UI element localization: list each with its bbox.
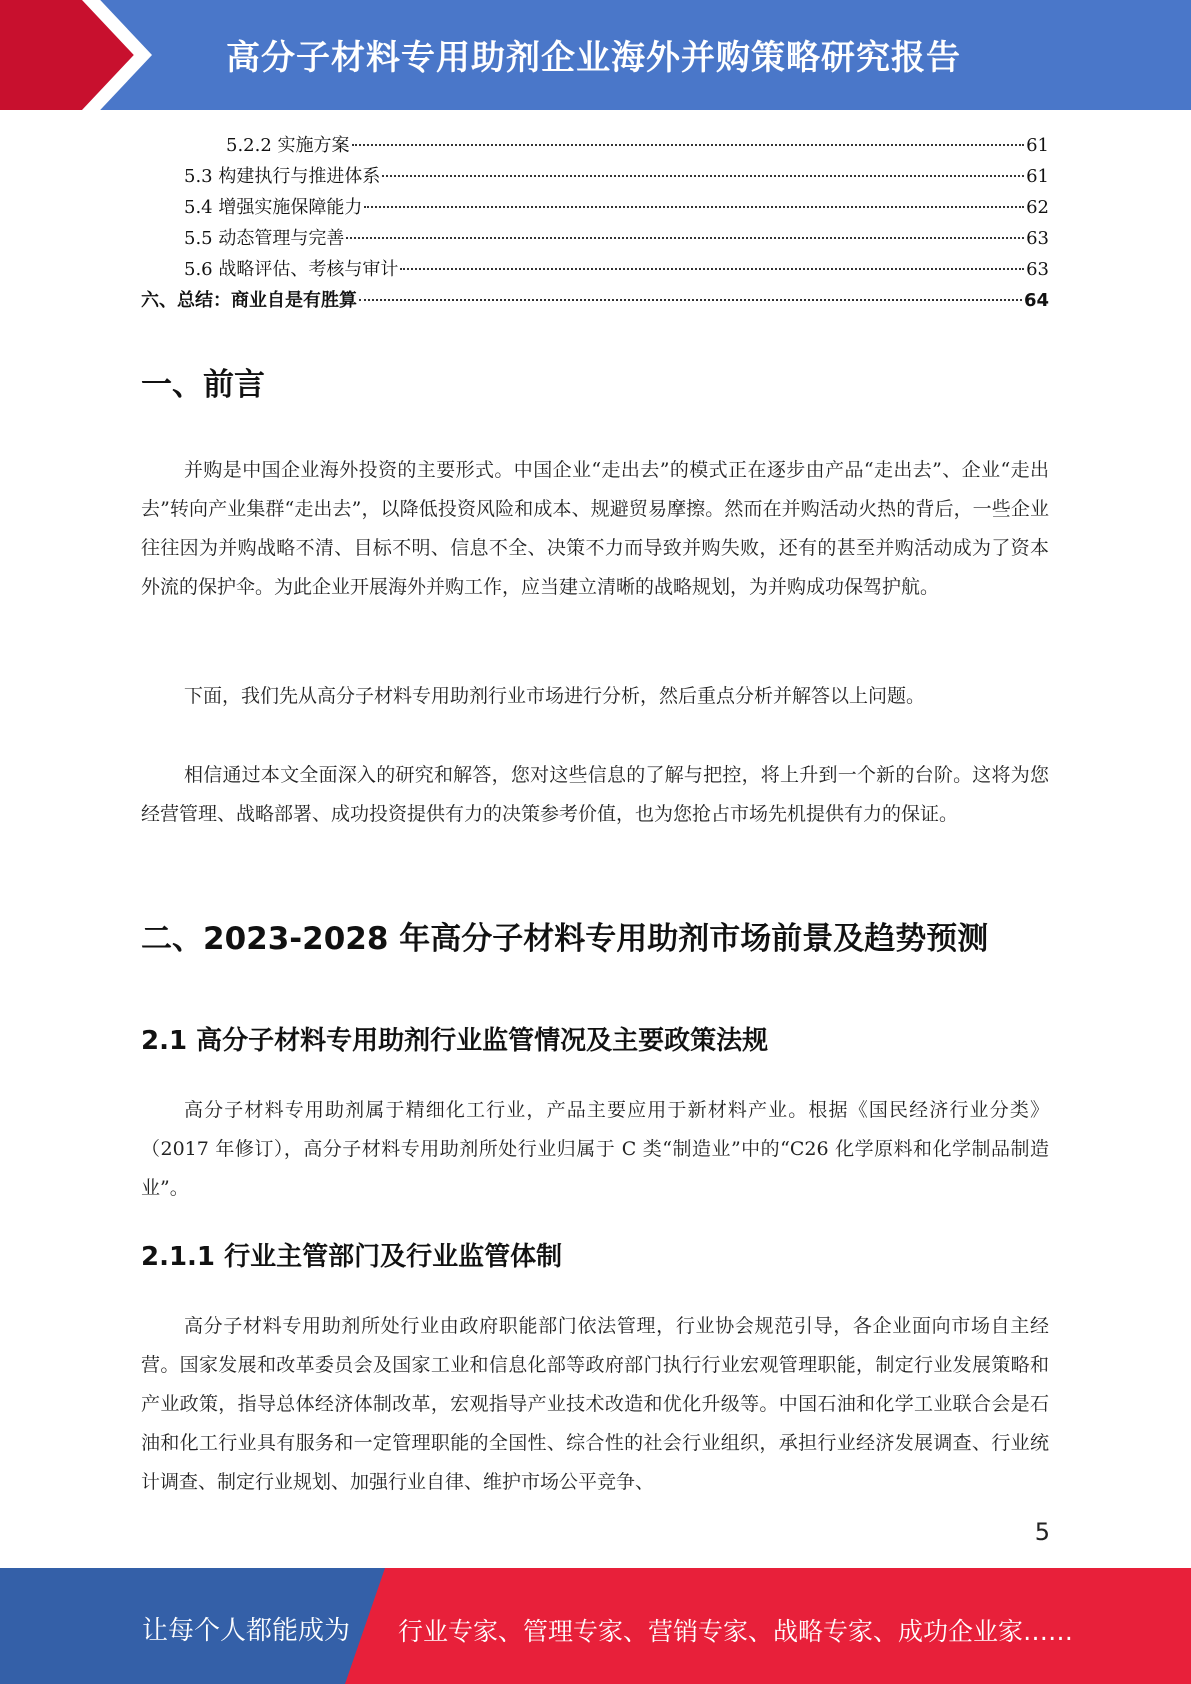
toc-entry-page: 63	[1026, 259, 1049, 280]
page-footer	[0, 1568, 1191, 1684]
toc-entry-label: 5.2.2 实施方案	[226, 135, 350, 156]
toc-entry-label: 5.4 增强实施保障能力	[184, 197, 363, 218]
page-header	[0, 0, 1191, 110]
toc-entry-page: 61	[1026, 166, 1049, 187]
toc-entry[interactable]	[141, 285, 1049, 316]
subsection-heading-authorities: 2.1.1 行业主管部门及行业监管体制	[141, 1242, 563, 1272]
toc-entry[interactable]	[141, 130, 1049, 161]
toc-leader-dots	[382, 175, 1024, 177]
toc-entry-label: 5.6 战略评估、考核与审计	[184, 259, 399, 280]
toc-leader-dots	[364, 206, 1024, 208]
toc-entry-label: 5.5 动态管理与完善	[184, 228, 345, 249]
report-title: 高分子材料专用助剂企业海外并购策略研究报告	[226, 38, 961, 78]
toc-entry-page: 63	[1026, 228, 1049, 249]
toc-entry[interactable]	[141, 223, 1049, 254]
toc-entry-label: 5.3 构建执行与推进体系	[184, 166, 381, 187]
toc-leader-dots	[352, 144, 1025, 146]
toc-entry-page: 62	[1026, 197, 1049, 218]
subsection-heading-regulation: 2.1 高分子材料专用助剂行业监管情况及主要政策法规	[141, 1026, 769, 1056]
toc-entry[interactable]	[141, 161, 1049, 192]
section-heading-preface: 一、前言	[141, 367, 265, 403]
body-paragraph: 高分子材料专用助剂属于精细化工行业，产品主要应用于新材料产业。根据《国民经济行业分类》（2017 年修订），高分子材料专用助剂所处行业归属于 C 类“制造业”中的“C26 化学原料和化学制品制造业”。	[141, 1099, 1049, 1199]
body-paragraph: 相信通过本文全面深入的研究和解答，您对这些信息的了解与把控，将上升到一个新的台阶。这将为您经营管理、战略部署、成功投资提供有力的决策参考价值，也为您抢占市场先机提供有力的保证。	[141, 764, 1049, 825]
page-number: 5	[1034, 1518, 1050, 1546]
toc-leader-dots	[400, 268, 1024, 270]
body-paragraph: 下面，我们先从高分子材料专用助剂行业市场进行分析，然后重点分析并解答以上问题。	[184, 685, 926, 707]
footer-slogan-left: 让每个人都能成为	[142, 1616, 351, 1646]
toc-entry-label: 六、总结：商业自是有胜算	[141, 290, 357, 311]
section-heading-market-outlook: 二、2023-2028 年高分子材料专用助剂市场前景及趋势预测	[141, 921, 989, 957]
toc-entry[interactable]	[141, 192, 1049, 223]
table-of-contents	[141, 130, 1049, 316]
toc-leader-dots	[359, 299, 1022, 301]
footer-slogan-right: 行业专家、管理专家、营销专家、战略专家、成功企业家……	[398, 1617, 1074, 1646]
body-paragraph: 并购是中国企业海外投资的主要形式。中国企业“走出去”的模式正在逐步由产品“走出去”、企业“走出去”转向产业集群“走出去”，以降低投资风险和成本、规避贸易摩擦。然而在并购活动火热的背后，一些企业往往因为并购战略不清、目标不明、信息不全、决策不力而导致并购失败，还有的甚至并购活动成为了资本外流的保护伞。为此企业开展海外并购工作，应当建立清晰的战略规划，为并购成功保驾护航。	[141, 459, 1049, 598]
toc-entry-page: 61	[1026, 135, 1049, 156]
header-red-arrow	[0, 0, 150, 110]
toc-entry[interactable]	[141, 254, 1049, 285]
body-paragraph: 高分子材料专用助剂所处行业由政府职能部门依法管理，行业协会规范引导，各企业面向市场自主经营。国家发展和改革委员会及国家工业和信息化部等政府部门执行行业宏观管理职能，制定行业发展策略和产业政策，指导总体经济体制改革，宏观指导产业技术改造和优化升级等。中国石油和化学工业联合会是石油和化工行业具有服务和一定管理职能的全国性、综合性的社会行业组织，承担行业经济发展调查、行业统计调查、制定行业规划、加强行业自律、维护市场公平竞争、	[141, 1315, 1049, 1493]
toc-leader-dots	[346, 237, 1024, 239]
toc-entry-page: 64	[1023, 290, 1049, 311]
